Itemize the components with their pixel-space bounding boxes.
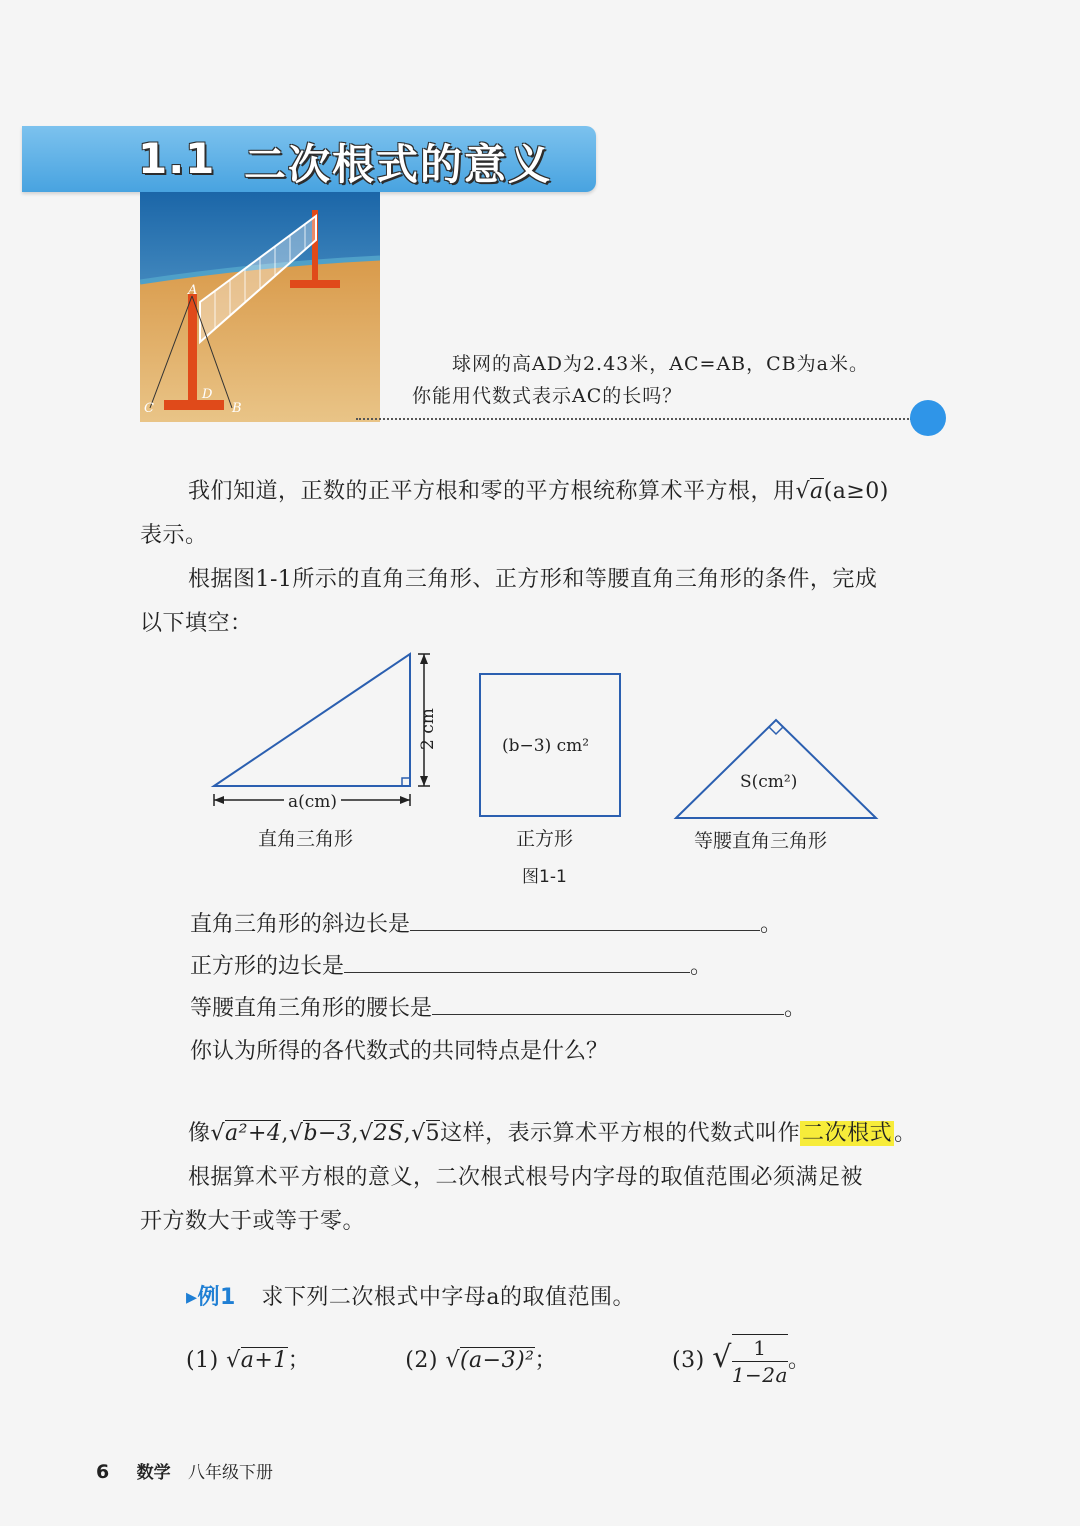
- square-area-label: (b−3) cm²: [502, 736, 590, 756]
- domain-line-2: 开方数大于或等于零。: [140, 1209, 366, 1234]
- intro-question: [412, 348, 932, 412]
- isosceles-caption: 等腰直角三角形: [694, 830, 828, 852]
- item-3-numerator: 1: [732, 1335, 788, 1362]
- item-3-denominator: 1−2a: [731, 1363, 788, 1387]
- def-tail: 这样，表示算术平方根的代数式叫作: [440, 1121, 801, 1146]
- point-c-label: C: [144, 401, 154, 416]
- item-2-expression: (a−3)²: [459, 1348, 535, 1373]
- p1-end: 表示。: [140, 523, 208, 548]
- q4-text: 你认为所得的各代数式的共同特点是什么？: [190, 1039, 609, 1064]
- example-1-items: (1) √a+1； (2) √(a−3)²； (3) √ $\frac{1}{1-2a}$ 。: [186, 1336, 811, 1387]
- blank-hypotenuse: [190, 906, 782, 938]
- isosceles-leg-answer-blank[interactable]: [432, 990, 784, 1015]
- square-caption: 正方形: [516, 828, 574, 850]
- right-triangle-caption: 直角三角形: [258, 828, 354, 850]
- item-3-fraction: [732, 1334, 788, 1388]
- example-1-text: 求下列二次根式中字母a的取值范围。: [261, 1285, 635, 1310]
- dotted-divider: [356, 418, 912, 420]
- def-end: 。: [894, 1121, 917, 1146]
- item-1-number: (1): [186, 1348, 219, 1373]
- isosceles-area-label: S(cm²): [740, 772, 798, 792]
- hypotenuse-answer-blank[interactable]: [410, 906, 760, 931]
- intro-line-2: 你能用代数式表示AC的长吗？: [412, 385, 683, 407]
- p2-line-1: 根据图1-1所示的直角三角形、正方形和等腰直角三角形的条件，完成: [188, 567, 878, 592]
- example-1-heading: [186, 1276, 996, 1320]
- subject-label: 数学: [136, 1463, 171, 1483]
- blank-isosceles-leg: [190, 990, 806, 1022]
- item-1-expression: a+1: [240, 1348, 288, 1373]
- blue-dot-marker: [910, 400, 946, 436]
- page-footer: [96, 1458, 273, 1483]
- q2-period: 。: [690, 954, 713, 979]
- common-feature-question: [190, 1034, 608, 1065]
- def-lead: 像: [188, 1121, 211, 1146]
- root-2: b−3: [303, 1121, 352, 1146]
- point-b-label: B: [232, 401, 242, 416]
- p1-condition: (a≥0): [823, 479, 889, 504]
- sqrt-symbol: √: [795, 479, 811, 504]
- q3-text: 等腰直角三角形的腰长是: [190, 996, 433, 1021]
- q1-text: 直角三角形的斜边长是: [190, 912, 411, 937]
- item-2-number: (2): [405, 1348, 438, 1373]
- intro-line-1: 球网的高AD为2.43米，AC=AB，CB为a米。: [452, 353, 869, 375]
- section-title: 二次根式的意义: [244, 140, 553, 189]
- q1-period: 。: [760, 912, 783, 937]
- item-2-end: ；: [534, 1348, 558, 1373]
- item-1-end: ；: [287, 1348, 311, 1373]
- figure-1-1: [200, 640, 900, 900]
- p2-line-2: 以下填空：: [140, 611, 253, 636]
- height-label: 2 cm: [418, 708, 438, 750]
- blank-square-side: [190, 948, 712, 980]
- point-d-label: D: [202, 387, 213, 402]
- domain-paragraph: [140, 1156, 950, 1244]
- section-number: 1.1: [138, 134, 216, 183]
- right-triangle-shape: [214, 654, 410, 786]
- volleyball-net-illustration: [140, 192, 380, 422]
- root-1: a²+4: [225, 1121, 282, 1146]
- paragraph-arithmetic-root: [140, 470, 950, 558]
- figure-caption: 图1-1: [522, 867, 567, 887]
- example-1-tag: ▸例1: [186, 1285, 236, 1310]
- base-label: a(cm): [284, 792, 341, 812]
- domain-line-1: 根据算术平方根的意义，二次根式根号内字母的取值范围必须满足被: [188, 1165, 864, 1190]
- grade-label: 八年级下册: [188, 1463, 274, 1483]
- p1-sqrt-a: a: [810, 479, 824, 504]
- q2-text: 正方形的边长是: [190, 954, 345, 979]
- point-a-label: A: [188, 283, 198, 298]
- paragraph-figure-intro: [140, 558, 950, 646]
- page-number: 6: [96, 1461, 110, 1483]
- root-4: 5: [425, 1121, 441, 1146]
- section-title-band: [22, 126, 596, 192]
- definition-paragraph: 像√a²+4,√b−3,√2S,√5这样，表示算术平方根的代数式叫作二次根式。: [188, 1121, 917, 1146]
- square-side-answer-blank[interactable]: [344, 948, 690, 973]
- q3-period: 。: [784, 996, 807, 1021]
- term-quadratic-radical: 二次根式: [802, 1121, 893, 1146]
- item-3-number: (3): [672, 1348, 705, 1373]
- item-3-end: 。: [787, 1348, 811, 1373]
- root-3: 2S: [373, 1121, 404, 1146]
- p1-text: 我们知道，正数的正平方根和零的平方根统称算术平方根，用: [188, 479, 796, 504]
